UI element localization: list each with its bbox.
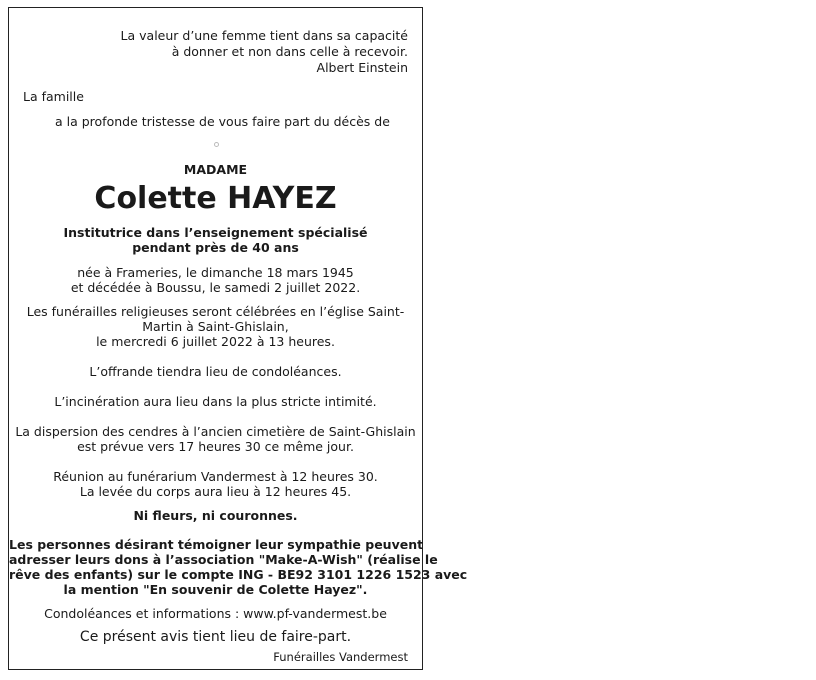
donation-line-3: rêve des enfants) sur le compte ING - BE92 3101 1226 1523 avec [9, 567, 468, 582]
occupation-line-2: pendant près de 40 ans [132, 240, 299, 255]
deceased-name: Colette HAYEZ [94, 181, 337, 216]
honorific: MADAME [183, 162, 248, 177]
funeral-line-1: Les funérailles religieuses seront célébrées en l’église Saint- [26, 304, 405, 319]
ashes-line-2: est prévue vers 17 heures 30 ce même jour. [77, 439, 354, 454]
quote-author: Albert Einstein [316, 60, 408, 75]
funeral-line-3: le mercredi 6 juillet 2022 à 13 heures. [96, 334, 335, 349]
faire-part-line: Ce présent avis tient lieu de faire-part. [79, 629, 352, 645]
cremation-line: L’incinération aura lieu dans la plus stricte intimité. [54, 394, 377, 409]
announce-line: a la profonde tristesse de vous faire part du décès de [55, 114, 390, 129]
donation-line-4: la mention "En souvenir de Colette Hayez". [63, 582, 368, 597]
death-line: et décédée à Boussu, le samedi 2 juillet 2022. [70, 280, 361, 295]
birth-line: née à Frameries, le dimanche 18 mars 1945 [77, 265, 354, 280]
donation-line-2: adresser leurs dons à l’association "Make-A-Wish" (réalise le [9, 552, 438, 567]
funeral-line-2: Martin à Saint-Ghislain, [142, 319, 289, 334]
signature: Funérailles Vandermest [273, 650, 408, 664]
obituary-notice [8, 7, 468, 670]
ashes-line-1: La dispersion des cendres à l’ancien cimetière de Saint-Ghislain [15, 424, 416, 439]
meeting-line-1: Réunion au funérarium Vandermest à 12 heures 30. [53, 469, 378, 484]
no-flowers-line: Ni fleurs, ni couronnes. [133, 508, 298, 523]
meeting-line-2: La levée du corps aura lieu à 12 heures 45. [79, 484, 352, 499]
family-line: La famille [23, 89, 84, 104]
quote-line-2: à donner et non dans celle à recevoir. [171, 44, 408, 59]
occupation-line-1: Institutrice dans l’enseignement spécialisé [63, 225, 368, 240]
offering-line: L’offrande tiendra lieu de condoléances. [89, 364, 342, 379]
ornament-icon [214, 142, 219, 147]
quote-line-1: La valeur d’une femme tient dans sa capacité [120, 28, 408, 43]
condolences-line: Condoléances et informations : www.pf-vandermest.be [44, 606, 387, 621]
donation-line-1: Les personnes désirant témoigner leur sympathie peuvent [9, 537, 424, 552]
